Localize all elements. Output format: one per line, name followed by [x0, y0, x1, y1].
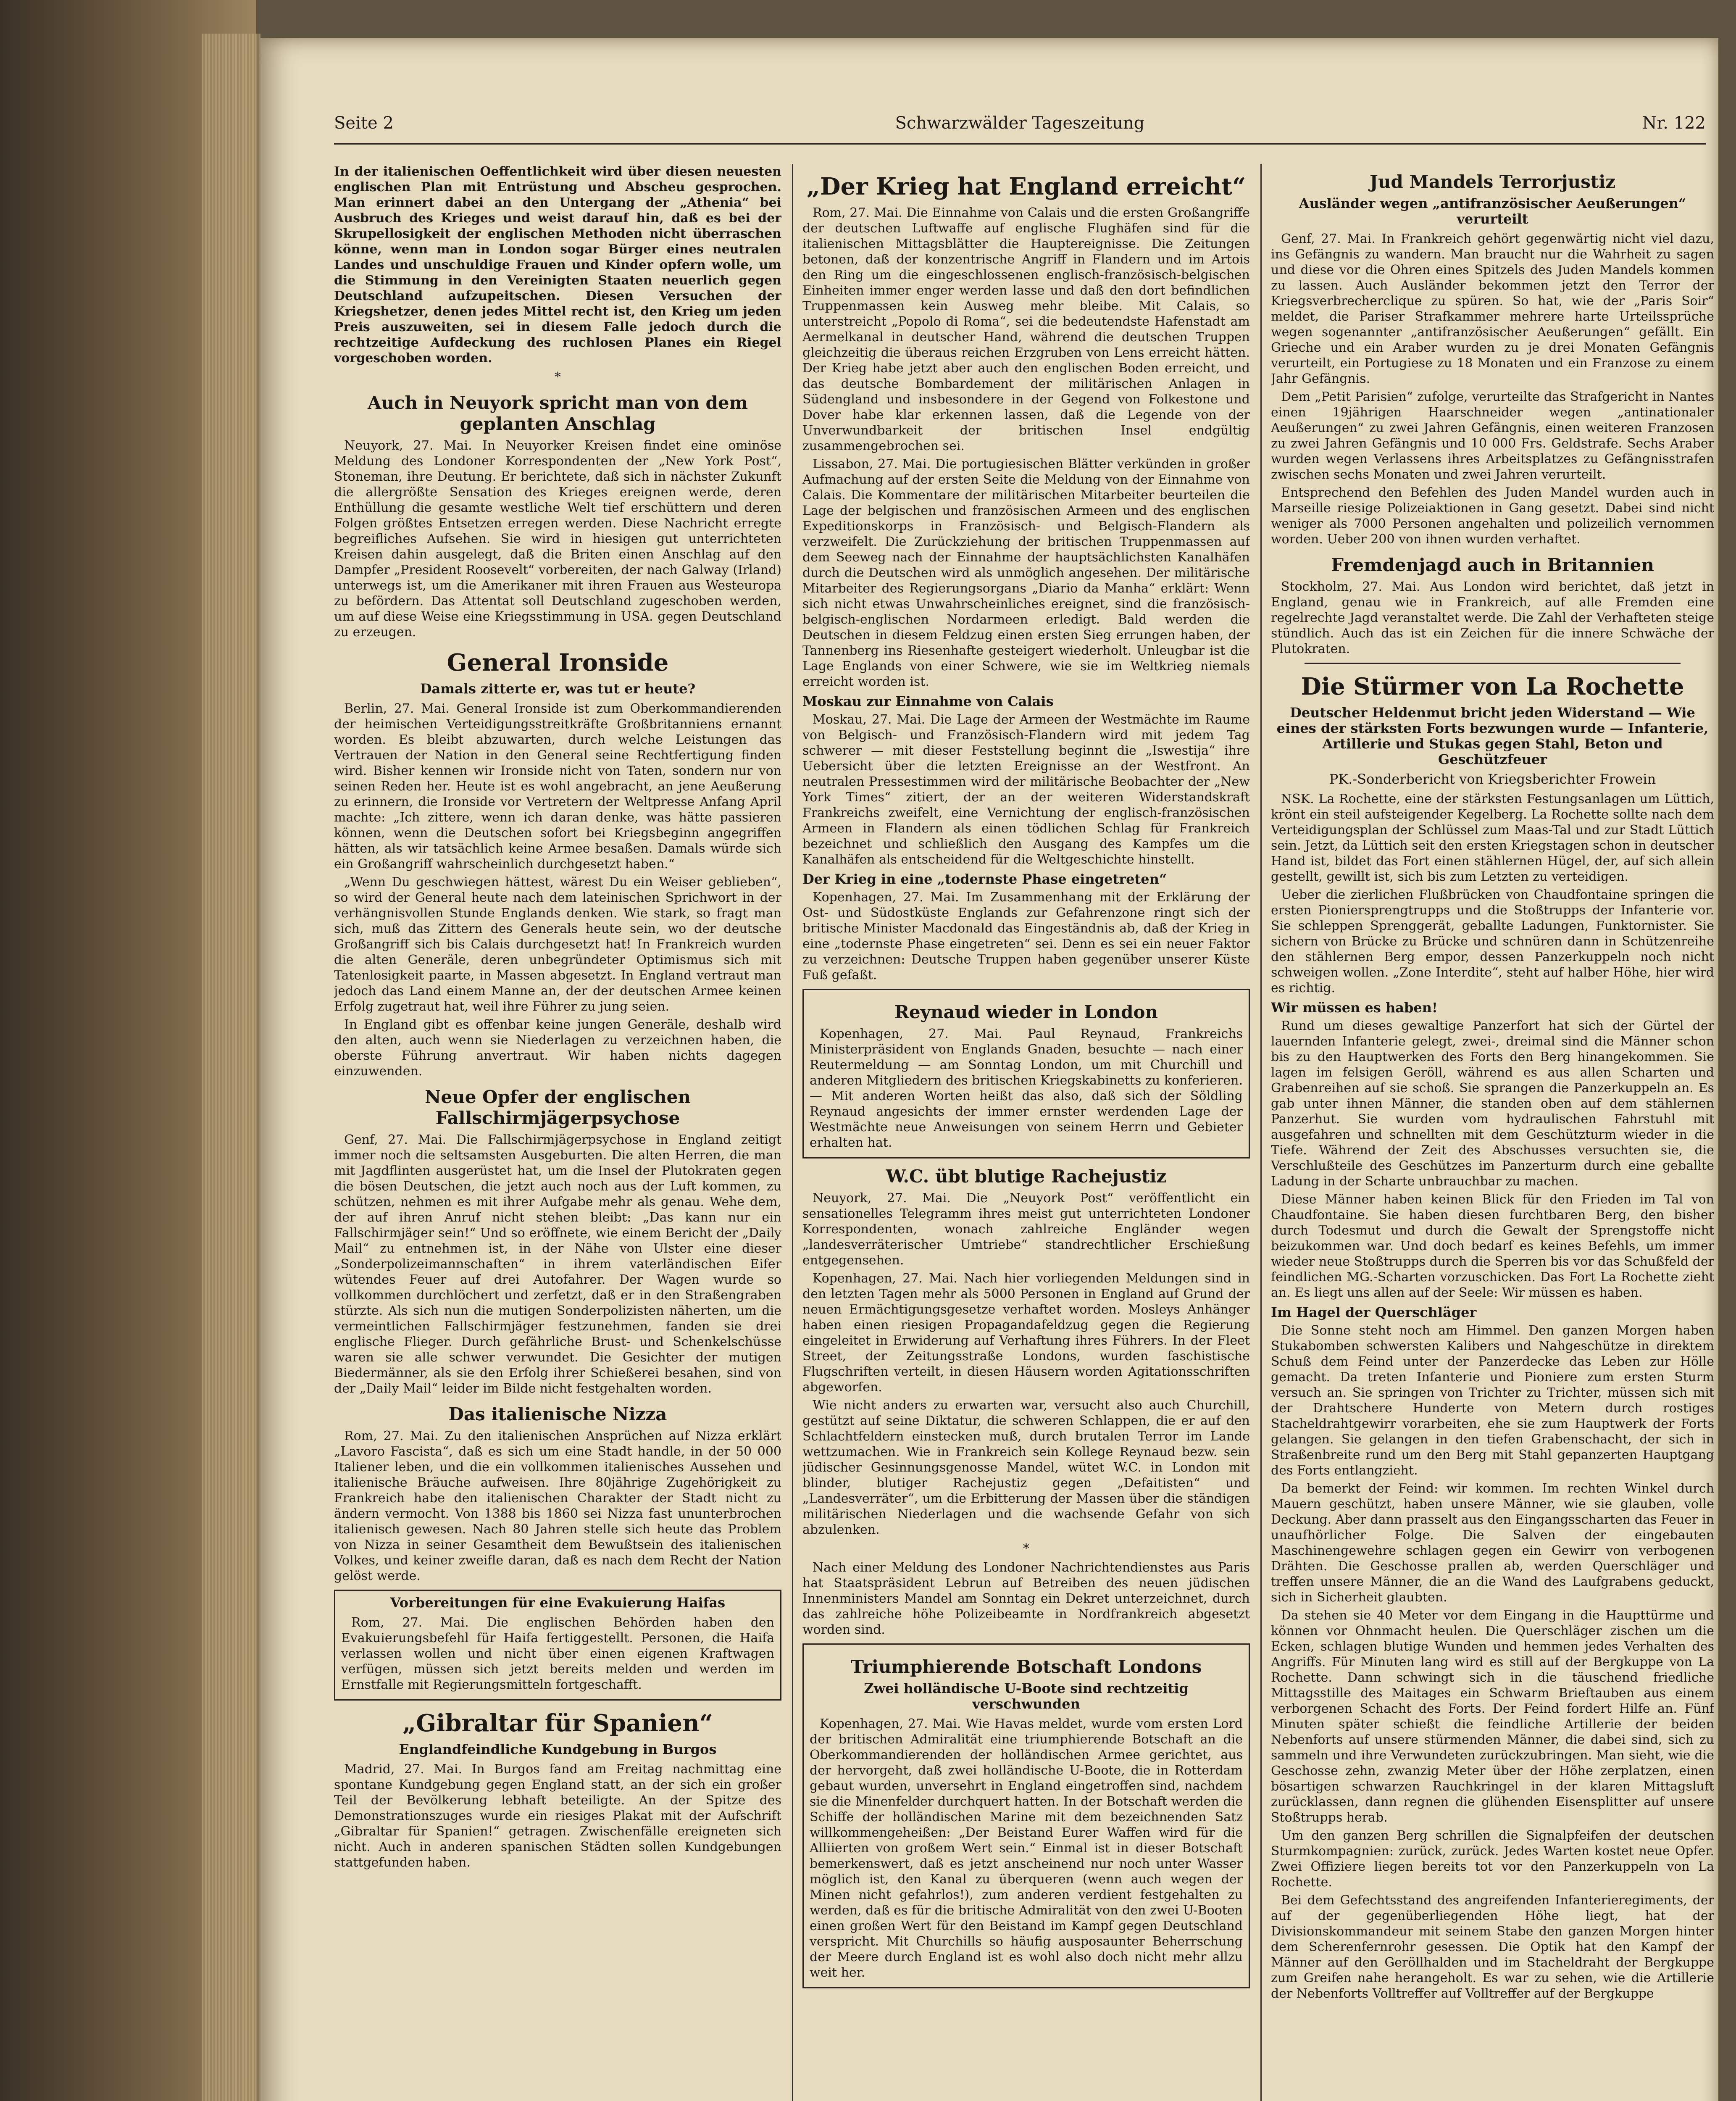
- separator-star: *: [1023, 1541, 1029, 1556]
- article-text: Entsprechend den Befehlen des Juden Mandel wurden auch in Marseille riesige Polizeiaktionen in Gang gesetzt. Dabei sind nicht weniger als 7000 Personen angehalten und polizeilich vernommen worden. Ueber 200 von ihnen wurden verhaftet.: [1271, 485, 1714, 547]
- article-subtitle: Zwei holländische U-Boote sind rechtzeitig verschwunden: [864, 1680, 1189, 1712]
- article-title: W.C. übt blutige Rachejustiz: [886, 1166, 1167, 1187]
- article-subtitle: Deutscher Heldenmut bricht jeden Widerstand — Wie eines der stärksten Forts bezwungen wurde — Infanterie, Artillerie und Stukas gegen Stahl, Beton und Geschützfeuer: [1276, 705, 1709, 767]
- article-text: Diese Männer haben keinen Blick für den Frieden im Tal von Chaudfontaine. Sie haben diesen furchtbaren Berg, den bisher durch Todesmut und durch die Gewalt der Sprengstoffe nicht beizukommen war. Und doch bedarf es keines Befehls, um immer wieder neue Stoßtrupps durch die Sperren bis vor das Schußfeld der feindlichen MG.-Scharten vorzuschicken. Das Fort La Rochette zieht an. Es liegt uns allen auf der Seele: Wir müssen es haben.: [1271, 1192, 1714, 1300]
- article-text: Neuyork, 27. Mai. In Neuyorker Kreisen findet eine ominöse Meldung des Londoner Korrespondenten der „New York Post“, Stoneman, ihre Deutung. Er berichtete, daß sich in nächster Zukunft die allergrößte Sensation des Krieges ereignen werde, deren Enthüllung die gesamte westliche Welt tief erschüttern und deren Folgen größtes Entsetzen erregen werden. Diese Nachricht erregte begreifliches Aufsehen. Sie wird in hiesigen gut unterrichteten Kreisen dahin ausgelegt, daß die Briten einen Anschlag auf den Dampfer „President Roosevelt“ vorbereiten, der nach Galway (Irland) unterwegs ist, um die Amerikaner mit ihren Frauen aus Westeuropa zu befördern. Das Attentat soll Deutschland zugeschoben werden, um auf diese Weise eine Kriegsstimmung in USA. gegen Deutschland zu erzeugen.: [334, 438, 781, 640]
- article-text: Wie nicht anders zu erwarten war, versucht also auch Churchill, gestützt auf seine Diktatur, die schweren Schlappen, die er auf den Schlachtfeldern einstecken muß, durch brutalen Terror im Lande wettzumachen. Wie in Frankreich sein Kollege Reynaud bezw. sein jüdischer Gesinnungsgenosse Mandel, wütet W.C. in London mit blinder, blutiger Rachejustiz gegen „Defaitisten“ und „Landesverräter“, um die Erbitterung der Massen über die ständigen militärischen Niederlagen und die wachsende Gefahr von sich abzulenken.: [802, 1398, 1250, 1537]
- notice-title: Vorbereitungen für eine Evakuierung Haifas: [390, 1595, 726, 1611]
- article-title: Neue Opfer der englischen Fallschirmjägerpsychose: [425, 1087, 691, 1128]
- article-text: Stockholm, 27. Mai. Aus London wird berichtet, daß jetzt in England, genau wie in Frankreich, auf alle Fremden eine regelrechte Jagd veranstaltet werde. Die Zahl der Verhafteten steige stündlich. Auch das ist ein Zeichen für die innere Schwäche der Plutokraten.: [1271, 579, 1714, 656]
- article-text: Bei dem Gefechtsstand des angreifenden Infanterieregiments, der auf der gegenüberliegenden Höhe liegt, hat der Divisionskommandeur mit seinem Stabe den ganzen Morgen hinter dem Scherenfernrohr gesessen. Die Optik hat den Kampf der Männer auf den Geröllhalden und im Stacheldraht der Bergkuppe zum Greifen nahe herangeholt. Es war zu sehen, wie die Artillerie der Nebenforts Volltreffer auf Volltreffer auf der Bergkuppe: [1271, 1893, 1714, 2001]
- article-text: „Wenn Du geschwiegen hättest, wärest Du ein Weiser geblieben“, so wird der General heute nach dem lateinischen Sprichwort in der verhängnisvollen Stunde Englands denken. Wie stark, so fragt man sich, muß das Zittern des Generals heute sein, wo der deutsche Großangriff sich bis Calais durchgesetzt hat! In Frankreich wurden die alten Generäle, deren unbegründeter Optimismus sich mit Tatenlosigkeit paarte, in Massen abgesetzt. In England vertraut man jedoch das Land einem Manne an, der der deutschen Armee keinen Erfolg zugetraut hat, weil ihre Führer zu jung seien.: [334, 875, 781, 1014]
- article-title: „Der Krieg hat England erreicht“: [806, 173, 1246, 200]
- article-subheading: Wir müssen es haben!: [1271, 1000, 1438, 1016]
- article-text: Da stehen sie 40 Meter vor dem Eingang in die Haupttürme und können vor Ohnmacht heulen. Die Querschläger zischen um die Ecken, schlagen blutige Wunden und hemmen jedes Verhalten des Angriffs. Für Minuten lang wird es still auf der Bergkuppe von La Rochette. Dann schwingt sich in die täuschend friedliche Mittagsstille des Maitages ein Schwarm Brieftauben aus einem verborgenen Schacht des Forts. Der Feind fordert Hilfe an. Fünf Minuten später schießt die feindliche Artillerie der beiden Nebenforts auf unsere stürmenden Männer, die dabei sind, sich zu sammeln und ihre Verwundeten zurückzubringen. Man sieht, wie die Geschosse zehn, zwanzig Meter über der Höhe zerplatzen, einen bösartigen schwarzen Rauchkringel in der klaren Mittagsluft zurücklassen, dann regnen die glühenden Eisensplitter auf unsere Stoßtrupps herab.: [1271, 1608, 1714, 1825]
- article-text: NSK. La Rochette, eine der stärksten Festungsanlagen um Lüttich, krönt ein steil aufsteigender Kegelberg. La Rochette sollte nach dem Verteidigungsplan der Schlüssel zum Maas-Tal und zur Stadt Lüttich sein. Jetzt, da Lüttich seit den ersten Kriegstagen schon in deutscher Hand ist, bildet das Fort einen stählernen Hügel, der, auf sich allein gestellt, gewillt ist, sich bis zum Letzten zu verteidigen.: [1271, 792, 1714, 884]
- column-1: [334, 164, 781, 2101]
- article-text: Dem „Petit Parisien“ zufolge, verurteilte das Strafgericht in Nantes einen 19jährigen Haarschneider wegen „antinationaler Aeußerungen“ zu zwei Jahren Gefängnis, einen weiteren Franzosen zu zwei Jahren Gefängnis und 10 000 Frs. Geldstrafe. Sechs Araber wurden wegen Verlassens ihres Arbeitsplatzes zu Gefängnisstrafen zwischen sechs Monaten und zwei Jahren verurteilt.: [1271, 390, 1714, 482]
- article-text: In England gibt es offenbar keine jungen Generäle, deshalb wird den alten, auch wenn sie Niederlagen zu verzeichnen haben, die oberste Führung anvertraut. Wir haben nichts dagegen einzuwenden.: [334, 1017, 781, 1079]
- article-title: Auch in Neuyork spricht man von dem geplanten Anschlag: [367, 392, 748, 434]
- article-text: Da bemerkt der Feind: wir kommen. Im rechten Winkel durch Mauern geschützt, haben unsere Männer, wie sie glauben, volle Deckung. Aber dann prasselt aus den Eingangsscharten das Feuer in unaufhörlicher Folge. Die Salven der eingebauten Maschinengewehre schlagen gegen ein Gewirr von verbogenen Drähten. Die Geschosse prallen ab, werden Querschläger und treffen unsere Männer, die an die Wand des Laufgrabens geduckt, sich in Sicherheit glaubten.: [1271, 1481, 1714, 1605]
- article-text: Kopenhagen, 27. Mai. Nach hier vorliegenden Meldungen sind in den letzten Tagen mehr als 5000 Personen in England auf Grund der neuen Ermächtigungsgesetze verhaftet worden. Mosleys Anhänger haben einen riesigen Propagandafeldzug gegen die Regierung eingeleitet in Erwiderung auf Verhaftung ihres Führers. In der Fleet Street, der Zeitungsstraße Londons, wurden faschistische Flugschriften verteilt, in diesen Häusern worden Agitationsschriften abgeworfen.: [802, 1271, 1250, 1395]
- article-text: Kopenhagen, 27. Mai. Wie Havas meldet, wurde vom ersten Lord der britischen Admiralität eine triumphierende Botschaft an die Oberkommandierenden der holländischen Armee gerichtet, aus der hervorgeht, daß zwei holländische U-Boote, die in Rotterdam gebaut wurden, unversehrt in England eingetroffen sind, nachdem sie die Minenfelder durchquert hatten. In der Botschaft werden die Schiffe der holländischen Marine mit dem bezeichnenden Satz willkommengeheißen: „Der Beistand Eurer Waffen wird für die Alliierten von großem Wert sein.“ Einmal ist in dieser Botschaft bemerkenswert, daß es jetzt anscheinend nur noch unter Wasser möglich ist, den Kanal zu überqueren (wenn auch wegen der Minen nicht gefahrlos!), zum anderen verdient festgehalten zu werden, daß es für die britische Admiralität von den zwei U-Booten einen großen Wert für den Beistand im Kampf gegen Deutschland verspricht. Mit Churchills so häufig ausposaunter Beherrschung der Meere durch England ist es wohl also doch nicht mehr allzu weit her.: [810, 1717, 1243, 1980]
- article-title: Jud Mandels Terrorjustiz: [1369, 171, 1616, 192]
- page-stack-edge: [202, 34, 260, 2101]
- column-rule: [792, 164, 793, 2101]
- newspaper-title: Schwarzwälder Tageszeitung: [895, 113, 1145, 133]
- article-subheading: Moskau zur Einnahme von Calais: [802, 693, 1054, 709]
- separator-star: *: [555, 370, 561, 384]
- article-text: Die Sonne steht noch am Himmel. Den ganzen Morgen haben Stukabomben schwersten Kalibers und Nahgeschütze in direktem Schuß dem Feind unter der Panzerdecke das Leben zur Hölle gemacht. Da treten Infanterie und Pioniere zum ersten Sturm versuch an. Sie springen von Trichter zu Trichter, müssen sich mit der Drahtschere Hunderte von Metern durch rostiges Stacheldrahtgewirr vorarbeiten, ehe sie zum Hauptwerk der Forts gelangen. Sie gelangen in den tiefen Grabenschacht, der sich in Straßenbreite rund um den Berg mit Stahl gepanzerten Hauptgang des Forts entlangzieht.: [1271, 1323, 1714, 1478]
- article-text: Genf, 27. Mai. In Frankreich gehört gegenwärtig nicht viel dazu, ins Gefängnis zu wandern. Man braucht nur die Wahrheit zu sagen und diese vor die Ohren eines Spitzels des Juden Mandels kommen zu lassen. Auch Ausländer bekommen jetzt den Terror der Kriegsverbrecherclique zu spüren. So hat, wie der „Paris Soir“ meldet, die Pariser Strafkammer mehrere harte Urteilssprüche wegen sogenannter „antifranzösischer Aeußerungen“ gefällt. Ein Grieche und ein Araber wurden zu je drei Monaten Gefängnis verurteilt, ein Portugiese zu 18 Monaten und ein Franzose zu einem Jahr Gefängnis.: [1271, 232, 1714, 386]
- page-header: [334, 109, 1706, 145]
- column-2: [802, 164, 1250, 2101]
- column-3: [1271, 164, 1714, 2101]
- intro-paragraph: In der italienischen Oeffentlichkeit wird über diesen neuesten englischen Plan mit Entrüstung und Abscheu gesprochen. Man erinnert dabei an den Untergang der „Athenia“ bei Ausbruch des Krieges und weist darauf hin, daß es bei der Skrupellosigkeit der englischen Methoden nicht überraschen könne, wenn man in London sogar Bürger eines neutralen Landes und unschuldige Frauen und Kinder opfern wolle, um die Stimmung in den Vereinigten Staaten neuerlich gegen Deutschland aufzupeitschen. Diesen Versuchen der Kriegshetzer, denen jedes Mittel recht ist, den Krieg um jeden Preis auszuweiten, sei in diesem Falle jedoch durch die rechtzeitige Aufdeckung des ruchlosen Planes ein Riegel vorgeschoben worden.: [334, 164, 781, 366]
- article-text: Rund um dieses gewaltige Panzerfort hat sich der Gürtel der lauernden Infanterie gelegt, zwei-, dreimal sind die Männer schon bis zu den Hauptwerken des Forts den Berg hinangekommen. Sie lagen im felsigen Geröll, während es aus allen Scharten und Grabenreihen auf sie schoß. Sie sprangen die Panzerkuppeln an. Es gab unter ihnen Männer, die standen oben auf dem stählernen Panzerhut. Sie wurden vom hydraulischen Fahrstuhl mit ausgefahren und schnellten mit dem Geschützturm wieder in die Tiefe. Während der Zeit des Abschusses versuchten sie, die Verschlußteile des Geschützes im Panzerturm durch eine geballte Ladung in der Scharte unbrauchbar zu machen.: [1271, 1019, 1714, 1189]
- article-subtitle: Englandfeindliche Kundgebung in Burgos: [399, 1741, 717, 1757]
- article-subheading: Der Krieg in eine „todernste Phase eingetreten“: [802, 871, 1167, 887]
- article-text: Genf, 27. Mai. Die Fallschirmjägerpsychose in England zeitigt immer noch die seltsamsten Ausgeburten. Die alten Herren, die man mit Jagdflinten ausgerüstet hat, um die Insel der Plutokraten gegen die bösen Deutschen, die jetzt auch noch aus der Luft kommen, zu schützen, nehmen es mit ihrer Aufgabe mehr als genau. Wehe dem, der auf ihren Anruf nicht stehen bleibt: „Das kann nur ein Fallschirmjäger sein!“ Und so eröffnete, wie einem Bericht der „Daily Mail“ zu entnehmen ist, in der Nähe von Ulster eine dieser „Sonderpolizeimannschaften“ in ihrem vaterländischen Eifer wütendes Feuer auf drei Autofahrer. Der Wagen wurde so vollkommen durchlöchert und zerfetzt, daß er in den Straßengraben stürzte. Als sich nun die mutigen Sonderpolizisten näherten, um die vermeintlichen Fallschirmjäger festzunehmen, fanden sie drei englische Flieger. Durch gefährliche Brust- und Schenkelschüsse waren sie alle schwer verwundet. Die Gesichter der mutigen Biedermänner, als sie den Erfolg ihrer Schießerei besahen, sind von der „Daily Mail“ leider im Bilde nicht festgehalten worden.: [334, 1132, 781, 1396]
- article-text: Rom, 27. Mai. Zu den italienischen Ansprüchen auf Nizza erklärt „Lavoro Fascista“, daß es sich um eine Stadt handle, in der 50 000 Italiener leben, und die ein vollkommen italienisches Aussehen und italienische Bräuche aufweisen. Ihre 80jährige Zugehörigkeit zu Frankreich habe den italienischen Charakter der Stadt nicht zu ändern vermocht. Von 1388 bis 1860 sei Nizza fast ununterbrochen italienisch gewesen. Nach 80 Jahren stelle sich heute das Problem von Nizza in seiner Gesamtheit dem Bewußtsein des italienischen Volkes, und keiner zweifle daran, daß es nach dem Recht der Nation gelöst werde.: [334, 1429, 781, 1583]
- article-text: Um den ganzen Berg schrillen die Signalpfeifen der deutschen Sturmkompagnien: zurück, zurück. Jedes Warten kostet neue Opfer. Zwei Offiziere liegen bereits tot vor den Panzerkuppeln von La Rochette.: [1271, 1828, 1714, 1890]
- article-text: Madrid, 27. Mai. In Burgos fand am Freitag nachmittag eine spontane Kundgebung gegen England statt, an der sich ein großer Teil der Bevölkerung lebhaft beteiligte. An der Spitze des Demonstrationszuges wurde ein riesiges Plakat mit der Aufschrift „Gibraltar für Spanien!“ getragen. Zwischenfälle ereigneten sich nicht. Auch in anderen spanischen Städten sollen Kundgebungen stattgefunden haben.: [334, 1762, 781, 1870]
- article-byline: PK.-Sonderbericht von Kriegsberichter Frowein: [1329, 771, 1656, 787]
- issue-number: Nr. 122: [1642, 113, 1706, 133]
- article-text: Moskau, 27. Mai. Die Lage der Armeen der Westmächte im Raume von Belgisch- und Französisch-Flandern wird mit jedem Tag schwerer — mit dieser Feststellung beginnt die „Iswestija“ ihre Uebersicht über die letzten Ereignisse an der Westfront. An neutralen Pressestimmen wird der militärische Beobachter der „New York Times“ zitiert, der an der weiteren Widerstandskraft Frankreichs zweifelt, eine Vernichtung der englisch-französischen Armeen in Flandern als einen tödlichen Schlag für Frankreich bezeichnet und schließlich den Ausgang des Kampfes um die Kanalhäfen als entscheidend für die Weltgeschichte hinstellt.: [802, 712, 1250, 867]
- page-number: Seite 2: [334, 113, 394, 133]
- article-text: Lissabon, 27. Mai. Die portugiesischen Blätter verkünden in großer Aufmachung auf der ersten Seite die Meldung von der Einnahme von Calais. Die Kommentare der militärischen Mitarbeiter beurteilen die Lage der belgischen und französischen Armeen und des englischen Expeditionskorps in Französisch- und Belgisch-Flandern als verzweifelt. Die Zurückziehung der britischen Truppenmassen auf dem Seeweg nach der Einnahme der hauptsächlichsten Kanalhäfen durch die Deutschen wird als unmöglich angesehen. Der militärische Mitarbeiter des Regierungsorgans „Diario da Manha“ erklärt: Wenn sich nicht etwas Unwahrscheinliches ereignet, sind die französisch-belgisch-englischen Nordarmeen erledigt. Bald werden die Deutschen in diesem Feldzug einen ersten Sieg errungen haben, der Tannenberg ins Riesenhafte gesteigert wiederholt. Unleugbar ist die Lage Englands von einer Schwere, wie sie im Weltkrieg niemals erreicht worden ist.: [802, 457, 1250, 689]
- notice-text: Rom, 27. Mai. Die englischen Behörden haben den Evakuierungsbefehl für Haifa fertiggestellt. Personen, die Haifa verlassen wollen und nicht über einen eigenen Kraftwagen verfügen, müssen sich jetzt bereits melden und werden im Ernstfalle mit Regierungsmitteln fortgeschafft.: [341, 1615, 774, 1692]
- article-title: Die Stürmer von La Rochette: [1301, 673, 1684, 700]
- boxed-article: [802, 989, 1250, 1158]
- article-title: Reynaud wieder in London: [894, 1002, 1158, 1022]
- article-title: Das italienische Nizza: [448, 1404, 667, 1424]
- divider: [1305, 663, 1681, 664]
- article-text: Nach einer Meldung des Londoner Nachrichtendienstes aus Paris hat Staatspräsident Lebrun auf Betreiben des neuen jüdischen Innenministers Mandel am Sonntag ein Dekret unterzeichnet, durch das zahlreiche höhe Polizeibeamte in Nordfrankreich abgesetzt worden sind.: [802, 1560, 1250, 1637]
- article-text: Kopenhagen, 27. Mai. Im Zusammenhang mit der Erklärung der Ost- und Südostküste Englands zur Gefahrenzone ringt sich der britische Minister Macdonald das Eingeständnis ab, daß der Krieg in eine „todernste Phase eingetreten“ sei. Denn es sei ein neuer Faktor zu verzeichnen: Deutsche Truppen haben gegenüber unserer Küste Fuß gefaßt.: [802, 890, 1250, 982]
- article-title: Triumphierende Botschaft Londons: [850, 1656, 1202, 1677]
- article-text: Berlin, 27. Mai. General Ironside ist zum Oberkommandierenden der heimischen Verteidigungsstreitkräfte Großbritanniens ernannt worden. Es bleibt abzuwarten, durch welche Leistungen das Vertrauen der Nation in den General seine Rechtfertigung finden wird. Bisher kennen wir Ironside nicht von Taten, sondern nur von seinen Reden her. Heute ist es wohl angebracht, an jene Aeußerung zu erinnern, die Ironside vor Vertretern der Weltpresse Anfang April machte: „Ich zittere, wenn ich daran denke, was hätte passieren können, wenn die Deutschen sofort bei Kriegsbeginn angegriffen hätten, als wir tatsächlich keine Armee besaßen. Damals würde sich ein Großangriff wahrscheinlich durchgesetzt haben.“: [334, 701, 781, 871]
- column-rule: [1260, 164, 1262, 2101]
- article-text: Rom, 27. Mai. Die Einnahme von Calais und die ersten Großangriffe der deutschen Luftwaffe auf englische Flughäfen sind für die italienischen Mittagsblätter die Hauptereignisse. Die Zeitungen betonen, daß der konzentrische Angriff in Flandern und im Artois den Ring um die eingeschlossenen englisch-französisch-belgischen Einheiten immer enger werden lasse und daß den dort befindlichen Truppenmassen kein Ausweg mehr bleibe. Mit Calais, so unterstreicht „Popolo di Roma“, sei die bedeutendste Hafenstadt am Aermelkanal in deutscher Hand, während die deutschen Truppen gleichzeitig die überaus reichen Erzgruben von Lens erreicht hätten. Der Krieg habe jetzt aber auch den englischen Boden erreicht, und das deutsche Bombardement der militärischen Anlagen in Südengland und insbesondere in der Gegend von Folkestone und Dover habe klar erkennen lassen, daß die Legende von der Unverwundbarkeit der britischen Insel endgültig zusammengebrochen sei.: [802, 205, 1250, 453]
- boxed-notice: [334, 1590, 781, 1701]
- article-text: Ueber die zierlichen Flußbrücken von Chaudfontaine springen die ersten Pioniersprengtrupps und die Stoßtrupps der Infanterie vor. Sie schleppen Sprenggerät, geballte Ladungen, Funktornister. Sie sichern von Brücke zu Brücke und schnüren dann in Schützenreihe den stählernen Berg empor, dessen Panzerkuppeln noch nicht schweigen wollen. „Zone Interdite“, steht auf halber Höhe, hier wird es richtig.: [1271, 887, 1714, 995]
- boxed-article: [802, 1643, 1250, 1988]
- article-text: Kopenhagen, 27. Mai. Paul Reynaud, Frankreichs Ministerpräsident von Englands Gnaden, besuchte — nach einer Reutermeldung — am Sonntag London, um mit Churchill und anderen Mitgliedern des britischen Kriegskabinetts zu konferieren. — Mit anderen Worten heißt das also, daß sich der Söldling Reynaud angesichts der immer ernster werdenden Lage der Westmächte neue Anweisungen von seinem Herrn und Gebieter erhalten hat.: [810, 1027, 1243, 1150]
- article-title: General Ironside: [447, 649, 669, 677]
- article-subtitle: Damals zitterte er, was tut er heute?: [420, 681, 696, 697]
- article-title: Fremdenjagd auch in Britannien: [1331, 555, 1654, 575]
- newspaper-page: [260, 38, 1718, 2101]
- article-text: Neuyork, 27. Mai. Die „Neuyork Post“ veröffentlicht ein sensationelles Telegramm ihres meist gut unterrichteten Londoner Korrespondenten, wonach zahlreiche Engländer wegen „landesverräterischer Umtriebe“ standrechtlicher Erschießung entgegensehen.: [802, 1191, 1250, 1268]
- article-subheading: Im Hagel der Querschläger: [1271, 1304, 1477, 1320]
- article-title: „Gibraltar für Spanien“: [402, 1709, 713, 1737]
- article-subtitle: Ausländer wegen „antifranzösischer Aeußerungen“ verurteilt: [1299, 195, 1686, 227]
